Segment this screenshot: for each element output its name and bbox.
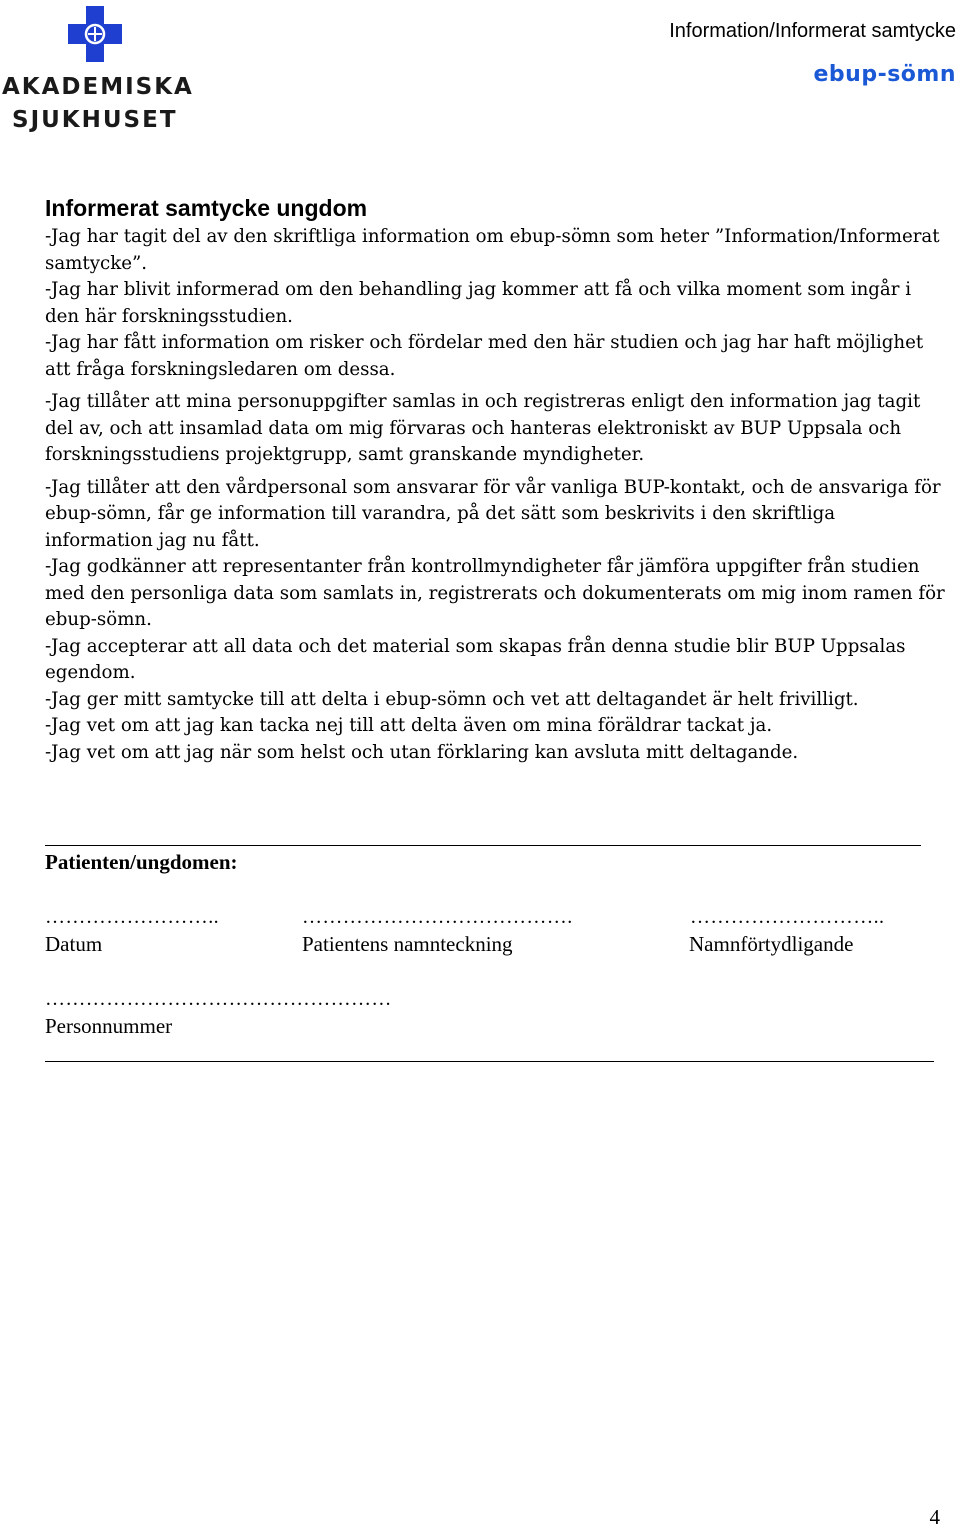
consent-heading: Informerat samtycke ungdom bbox=[45, 195, 368, 221]
date-label: Datum bbox=[45, 932, 103, 956]
signature-field[interactable]: …………………………………. bbox=[302, 906, 573, 928]
consent-statement: -Jag vet om att jag kan tacka nej till att delta även om mina föräldrar tackat ja. bbox=[45, 715, 773, 736]
brand-name: ebup-sömn bbox=[813, 62, 956, 87]
name-clarification-label: Namnförtydligande bbox=[689, 932, 854, 956]
consent-statement: -Jag har tagit del av den skriftliga information om ebup-sömn som heter ”Information/Informerat samtycke”. bbox=[45, 226, 940, 274]
personnummer-field[interactable]: …………………………………………… bbox=[45, 988, 392, 1010]
consent-statement: -Jag ger mitt samtycke till att delta i ebup-sömn och vet att deltagandet är helt frivilligt. bbox=[45, 688, 859, 710]
consent-statement: -Jag godkänner att representanter från kontrollmyndigheter får jämföra uppgifter från studien med den personliga data som samlats in, registrerats och dokumenterats om mig inom ramen för ebup-sömn. bbox=[45, 556, 945, 630]
logo-text-line1: AKADEMISKA bbox=[2, 74, 194, 100]
consent-statement: -Jag har fått information om risker och fördelar med den här studien och jag har haft möjlighet att fråga forskningsledaren om dessa. bbox=[45, 332, 924, 380]
date-field[interactable]: …………………….. bbox=[45, 906, 219, 928]
signature-divider-bottom bbox=[45, 1061, 934, 1062]
signature-label: Patientens namnteckning bbox=[302, 932, 513, 956]
name-clarification-field[interactable]: ……………………….. bbox=[690, 906, 885, 928]
logo-text-line2: SJUKHUSET bbox=[12, 107, 178, 133]
page-number: 4 bbox=[929, 1505, 940, 1529]
cross-emblem-icon bbox=[66, 4, 124, 64]
consent-statement: -Jag accepterar att all data och det material som skapas från denna studie blir BUP Uppsalas egendom. bbox=[45, 635, 906, 683]
hospital-logo bbox=[0, 4, 200, 134]
consent-statement: -Jag tillåter att mina personuppgifter samlas in och registreras enligt den information jag tagit del av, och att insamlad data om mig förvaras och hanteras elektroniskt av BUP Uppsala och forskningsstudiens projektgrupp, samt granskande myndigheter. bbox=[45, 391, 921, 465]
signature-divider-top bbox=[45, 845, 921, 846]
consent-statement: -Jag vet om att jag när som helst och utan förklaring kan avsluta mitt deltagande. bbox=[45, 741, 799, 763]
document-header-title: Information/Informerat samtycke bbox=[669, 20, 956, 42]
consent-statement: -Jag tillåter att den vårdpersonal som ansvarar för vår vanliga BUP-kontakt, och de ansvariga för ebup-sömn, får ge information till varandra, på det sätt som beskrivits i den skriftliga information jag nu fått. bbox=[45, 476, 941, 551]
consent-section bbox=[45, 192, 945, 766]
signature-heading: Patienten/ungdomen: bbox=[45, 850, 238, 874]
consent-statement: -Jag har blivit informerad om den behandling jag kommer att få och vilka moment som ingår i den här forskningsstudien. bbox=[45, 279, 912, 327]
personnummer-label: Personnummer bbox=[45, 1014, 173, 1038]
